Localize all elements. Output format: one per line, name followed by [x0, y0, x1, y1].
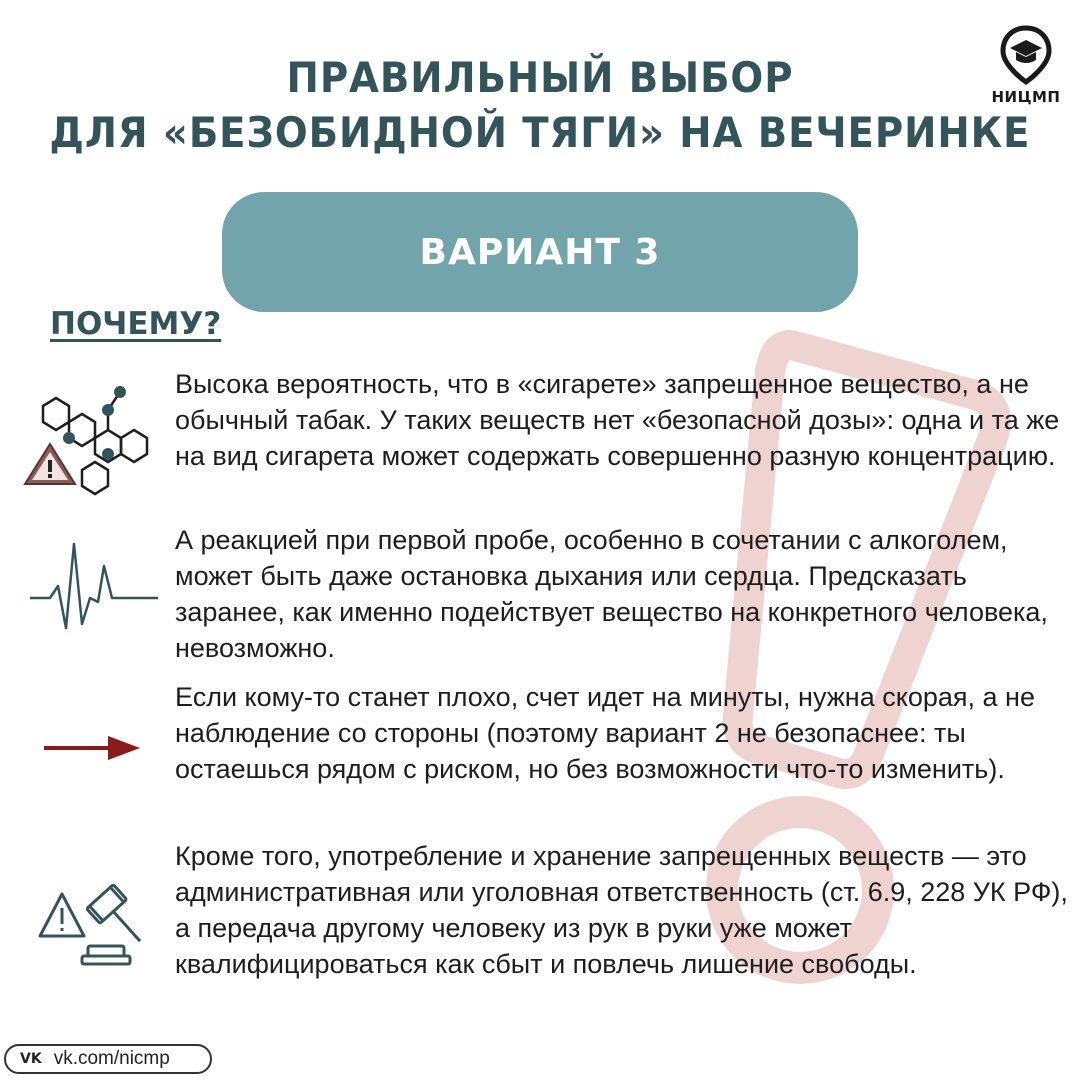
- paragraph-1: Высока вероятность, что в «сигарете» запрещенное вещество, а не обычный табак. У таких веществ нет «безопасной дозы»: одна и та же на вид сигарета может содержать совершенно разную концентрацию.: [175, 369, 1060, 471]
- gavel-warning-icon: [36, 880, 160, 970]
- title-line-1: ПРАВИЛЬНЫЙ ВЫБОР: [286, 53, 794, 102]
- heartbeat-icon: [28, 540, 160, 640]
- arrow-right-icon: [44, 734, 144, 762]
- why-heading: ПОЧЕМУ?: [50, 306, 222, 342]
- title-line-2: ДЛЯ «БЕЗОБИДНОЙ ТЯГИ» НА ВЕЧЕРИНКЕ: [49, 108, 1031, 157]
- footer-link-text: vk.com/nicmp: [53, 1048, 170, 1069]
- paragraph-2: А реакцией при первой пробе, особенно в сочетании с алкоголем, может быть даже остановка дыхания или сердца. Предсказать заранее, как именно подействует вещество на конкретного человека, невозможно.: [175, 525, 1048, 663]
- paragraph-3: Если кому-то станет плохо, счет идет на минуты, нужна скорая, а не наблюдение со стороны (поэтому вариант 2 не безопаснее: ты остаешься рядом с риском, но без возможности что-то изменить).: [175, 682, 1035, 784]
- paragraph-4: Кроме того, употребление и хранение запрещенных веществ — это административная или уголовная ответственность (ст. 6.9, 228 УК РФ), а передача другому человеку из рук в руки уже может квалифицироваться как сбыт и повлечь лишение свободы.: [175, 841, 1068, 979]
- page-title: [43, 50, 1037, 160]
- vk-link[interactable]: [4, 1044, 212, 1074]
- variant-banner: [222, 192, 858, 312]
- logo-text: НИЦМП: [991, 88, 1061, 106]
- variant-label: ВАРИАНТ 3: [419, 231, 661, 273]
- molecule-warning-icon: [20, 380, 170, 510]
- vk-icon: VK: [20, 1051, 42, 1067]
